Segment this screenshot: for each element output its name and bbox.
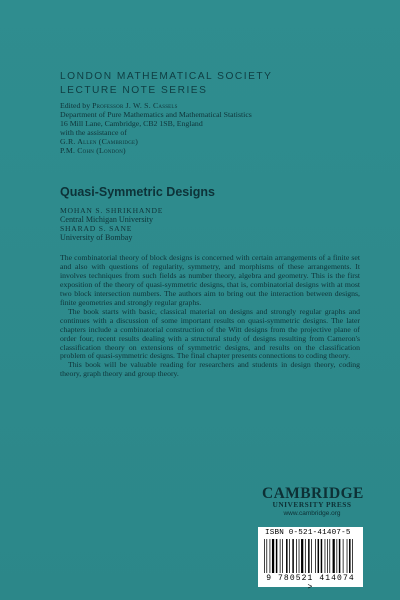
assistant-1: G.R. Allen (Cambridge) [60,136,139,146]
isbn-label: ISBN 0-521-41407-5 [265,529,351,537]
blurb-paragraph-2: The book starts with basic, classical material on designs and strongly regular graphs and continues with a discussion of some important results on quasi-symmetric designs. The later chapters include a combinatorial construction of the Witt designs from the projective plane of order four, recent results dealing with a structural study of designs resulting from Cameron's classification theory on extensions of symmetric designs, and results on the classification problem of quasi-symmetric designs. The final chapter presents connections to coding theory. [60,306,360,361]
edited-by-prefix: Edited by [60,101,93,110]
blurb-paragraph-1: The combinatorial theory of block designs is concerned with certain arrangements of a finite set and also with questions of regularity, symmetry, and morphisms of these arrangements. It involves techniques from such fields as number theory, algebra and geometry. This is the first exposition of the theory of quasi-symmetric designs, that is, combinatorial designs with at most two block intersection numbers. The authors aim to bring out the interaction between designs, finite geometries and strongly regular graphs. [60,253,360,307]
editor-address: 16 Mill Lane, Cambridge, CB2 1SB, England [60,118,203,128]
assistance-label: with the assistance of [60,127,127,137]
blurb-paragraph-3: This book will be valuable reading for researchers and students in design theory, coding theory, graph theory and group theory. [60,360,360,379]
editor-department: Department of Pure Mathematics and Mathematical Statistics [60,109,252,119]
series-line-1: LONDON MATHEMATICAL SOCIETY [60,71,273,82]
author-2-name: SHARAD S. SANE [60,223,133,233]
editor-name: Professor J. W. S. Cassels [92,101,178,110]
author-1-affiliation: Central Michigan University [60,214,154,224]
barcode-panel [258,527,363,592]
series-line-2: LECTURE NOTE SERIES [60,85,208,96]
publisher-url: www.cambridge.org [283,509,341,517]
publisher-name: CAMBRIDGE [262,485,364,502]
author-2-affiliation: University of Bombay [60,232,133,242]
ean-digits: 9 780521 414074 > [266,574,355,592]
series-heading [60,70,272,98]
editors-block [60,102,360,155]
authors-block [60,207,163,243]
book-title: Quasi-Symmetric Designs [60,185,215,199]
publisher-subtitle: UNIVERSITY PRESS [272,500,352,509]
blurb-text [60,254,360,379]
author-1-name: MOHAN S. SHRIKHANDE [60,206,164,215]
assistant-2: P.M. Cohn (London) [60,145,126,155]
barcode-icon [261,539,360,573]
publisher-logo [262,486,362,518]
